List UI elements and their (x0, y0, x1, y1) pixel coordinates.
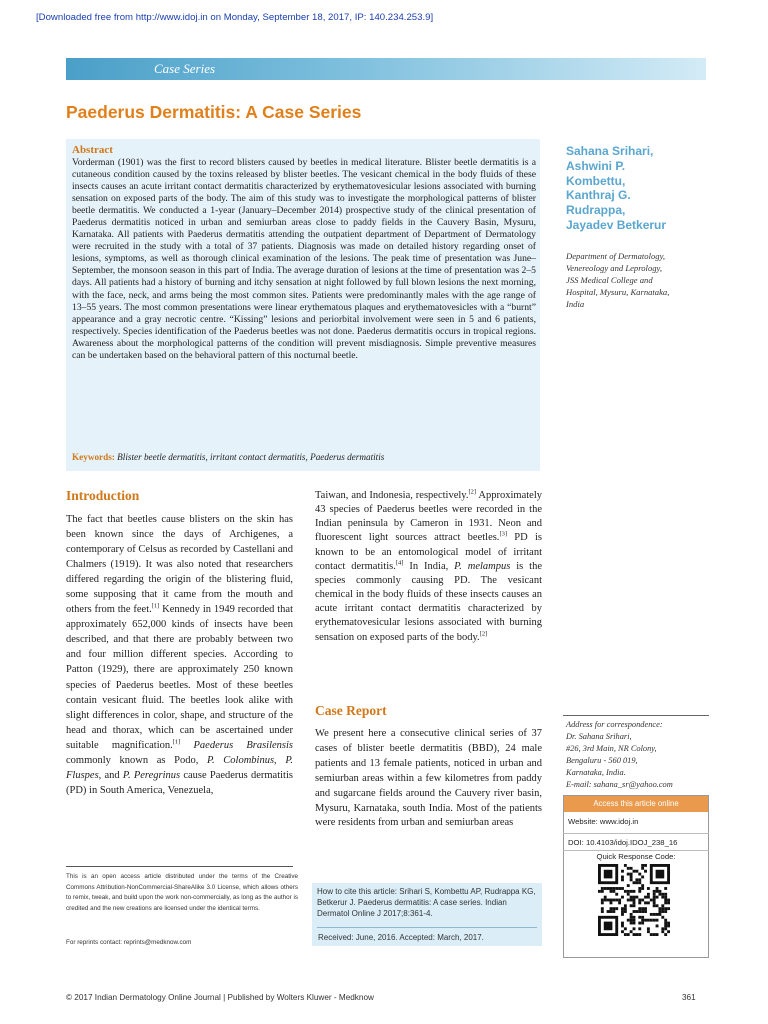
citation-ref[interactable]: [4] (395, 559, 404, 567)
cite-text: How to cite this article: Srihari S, Kombettu AP, Rudrappa KG, Betkerur J. Paederus dermatitis: A case series. Indian Dermatol Online J 2017;8:361-4. (317, 887, 536, 919)
affiliation-line: Department of Dermatology, (566, 251, 666, 261)
divider (563, 833, 709, 834)
keywords-label: Keywords: (72, 452, 115, 462)
qr-code-icon[interactable] (598, 864, 670, 936)
divider (66, 866, 293, 867)
footer: © 2017 Indian Dermatology Online Journal | Published by Wolters Kluwer - Medknow (66, 993, 374, 1002)
correspondence-address (566, 719, 716, 790)
citation-ref[interactable]: [2] (468, 488, 477, 496)
affiliation-line: Venereology and Leprology, (566, 263, 663, 273)
email-link[interactable]: E-mail: sahana_sr@yahoo.com (566, 779, 673, 789)
website-link[interactable]: Website: www.idoj.in (568, 817, 639, 826)
introduction-text-right: Taiwan, and Indonesia, respectively.[2] Approximately 43 species of Paederus beetles were recorded in the Indian peninsula by Cameron in 1931. Neon and fluorescent light sources attract beetles.[3] PD is known to be an entomological model of irritant contact dermatitis.[4] In India, P. melampus is the species commonly causing PD. The vesicant chemical in the body fluids of these insects causes an acute irritant contact dermatitis characterized by erythematovesicular lesions associated with burning sensation on exposed parts of the body.[2] (315, 488, 543, 643)
keywords (72, 452, 536, 462)
author-line: Ashwini P. (566, 158, 626, 173)
reprints-contact: For reprints contact: reprints@medknow.com (66, 939, 192, 946)
author-line: Sahana Srihari, (566, 144, 654, 158)
affiliation-line: Hospital, Mysuru, Karnataka, (566, 287, 670, 297)
address-line: Bengaluru - 560 019, (566, 755, 638, 765)
abstract-heading: Abstract (72, 144, 113, 156)
abstract-text: Vorderman (1901) was the first to record blisters caused by beetles in medical literature. Blister beetle dermatitis is a cutaneous condition caused by the toxins released by blister beetles. The vesicant chemical in the body fluids of these insects causes an acute irritant contact dermatitis characterized by erythematovesicular lesions associated with burning sensation on exposed parts of the body. The aim of this study was to investigate the morphological patterns of blister beetle dermatitis. We conducted a 1-year (January–December 2014) prospective study of the clinical presentation of Paederus dermatitis noticed in urban and semiurban areas close to paddy fields in the Cauvery Basin, Mysuru, Karnataka. All patients with Paederus dermatitis attending the outpatient department of Department of Dermatology were recruited in the study with a total of 37 patients. Diagnosis was made on detailed history regarding onset of lesions, symptoms, as well as thorough clinical examination of the lesions. The peak time of presentation was June–September, the monsoon season in this part of India. The average duration of lesions at the time of presentation was 2–5 days. All patients had a history of burning and itchy sensation at night followed by full blown lesions the next morning, with the face, neck, and arms being the most common sites. Patients were predominantly males with the age range of 13–55 years. The most common presentations were linear erythematous plaques and erythematovesicles with a “burnt” appearance and a gray necrotic centre. “Kissing” lesions and periorbital involvement were seen in 5 and 6 patients, respectively. Species identification of the Paederus beetles was not done. Paederus dermatitis occurs in tropical regions. Awareness about the morphological patterns of the condition will prevent misdiagnosis. Simple preventive measures can be undertaken based on the behavioral pattern of this nocturnal beetle. (72, 157, 536, 361)
affiliation-line: JSS Medical College and (566, 275, 653, 285)
citation-ref[interactable]: [3] (499, 530, 508, 538)
received-dates: Received: June, 2016. Accepted: March, 2017. (318, 933, 484, 942)
case-report-text: We present here a consecutive clinical series of 37 cases of blister beetle dermatitis (BBD), 24 male patients and 13 female patients, noticed in urban and semiurban areas within a few kilometres from paddy and sugarcane fields around the Cauvery river basin, Mysuru, Karnataka, south India. Most of the patients were residents from urban and semiurban areas (315, 728, 542, 829)
citation-ref[interactable]: [2] (479, 630, 488, 638)
citation-ref[interactable]: [1] (172, 738, 181, 746)
author-line: Kanthraj G. (566, 188, 631, 203)
address-line: Karnataka, India. (566, 767, 626, 777)
author-list (566, 144, 736, 233)
access-heading: Access this article online (564, 796, 708, 812)
divider (563, 715, 709, 716)
address-line: Dr. Sahana Srihari, (566, 731, 632, 741)
section-label: Case Series (154, 61, 216, 76)
article-title: Paederus Dermatitis: A Case Series (66, 102, 362, 122)
divider (317, 927, 537, 928)
author-line: Rudrappa, (566, 203, 626, 218)
section-banner (66, 58, 706, 80)
qr-label: Quick Response Code: (596, 852, 676, 861)
doi-link[interactable]: DOI: 10.4103/idoj.IDOJ_238_16 (568, 838, 678, 847)
author-line: Jayadev Betkerur (566, 217, 667, 232)
introduction-heading: Introduction (66, 488, 140, 503)
introduction-text-left: The fact that beetles cause blisters on the skin has been known since the days of Archigenes, a contemporary of Celsus as recorded by Castellani and Chalmers (1919). It was also noted that researchers differed regarding the origin of the blistering fluid, some supposing that it came from the mouth and others from the feet.[1] Kennedy in 1949 recorded that approximately 652,000 kinds of insects have been described, and that there are probably between two and four million different species. According to Patton (1929), there are approximately 250 known species of Paederus beetles. Most of these beetles contain vesicant fluid. The beetles look alike with slight differences in color, shape, and structure of the head and thorax, which can be ascertained under suitable magnification.[1] Paederus Brasilensis commonly known as Podo, P. Colombinus, P. Fluspes, and P. Peregrinus cause Paederus dermatitis (PD) in South America, Venezuela, (66, 514, 293, 796)
keywords-value: Blister beetle dermatitis, irritant contact dermatitis, Paederus dermatitis (117, 452, 385, 462)
author-line: Kombettu, (566, 173, 626, 188)
address-line: #26, 3rd Main, NR Colony, (566, 743, 657, 753)
address-line: Address for correspondence: (566, 720, 663, 729)
affiliation (566, 250, 736, 310)
license-notice: This is an open access article distributed under the terms of the Creative Commons Attribution-NonCommercial-ShareAlike 3.0 License, which allows others to remix, tweak, and build upon the work non-commercially, as long as the author is credited and the new creations are licensed under the identical terms. (66, 873, 298, 912)
divider (563, 850, 709, 851)
page-number: 361 (682, 993, 696, 1002)
citation-ref[interactable]: [1] (151, 602, 160, 610)
download-notice: [Downloaded free from http://www.idoj.in on Monday, September 18, 2017, IP: 140.234.253.9] (36, 12, 434, 23)
case-report-heading: Case Report (315, 703, 387, 718)
affiliation-line: India (566, 299, 585, 309)
